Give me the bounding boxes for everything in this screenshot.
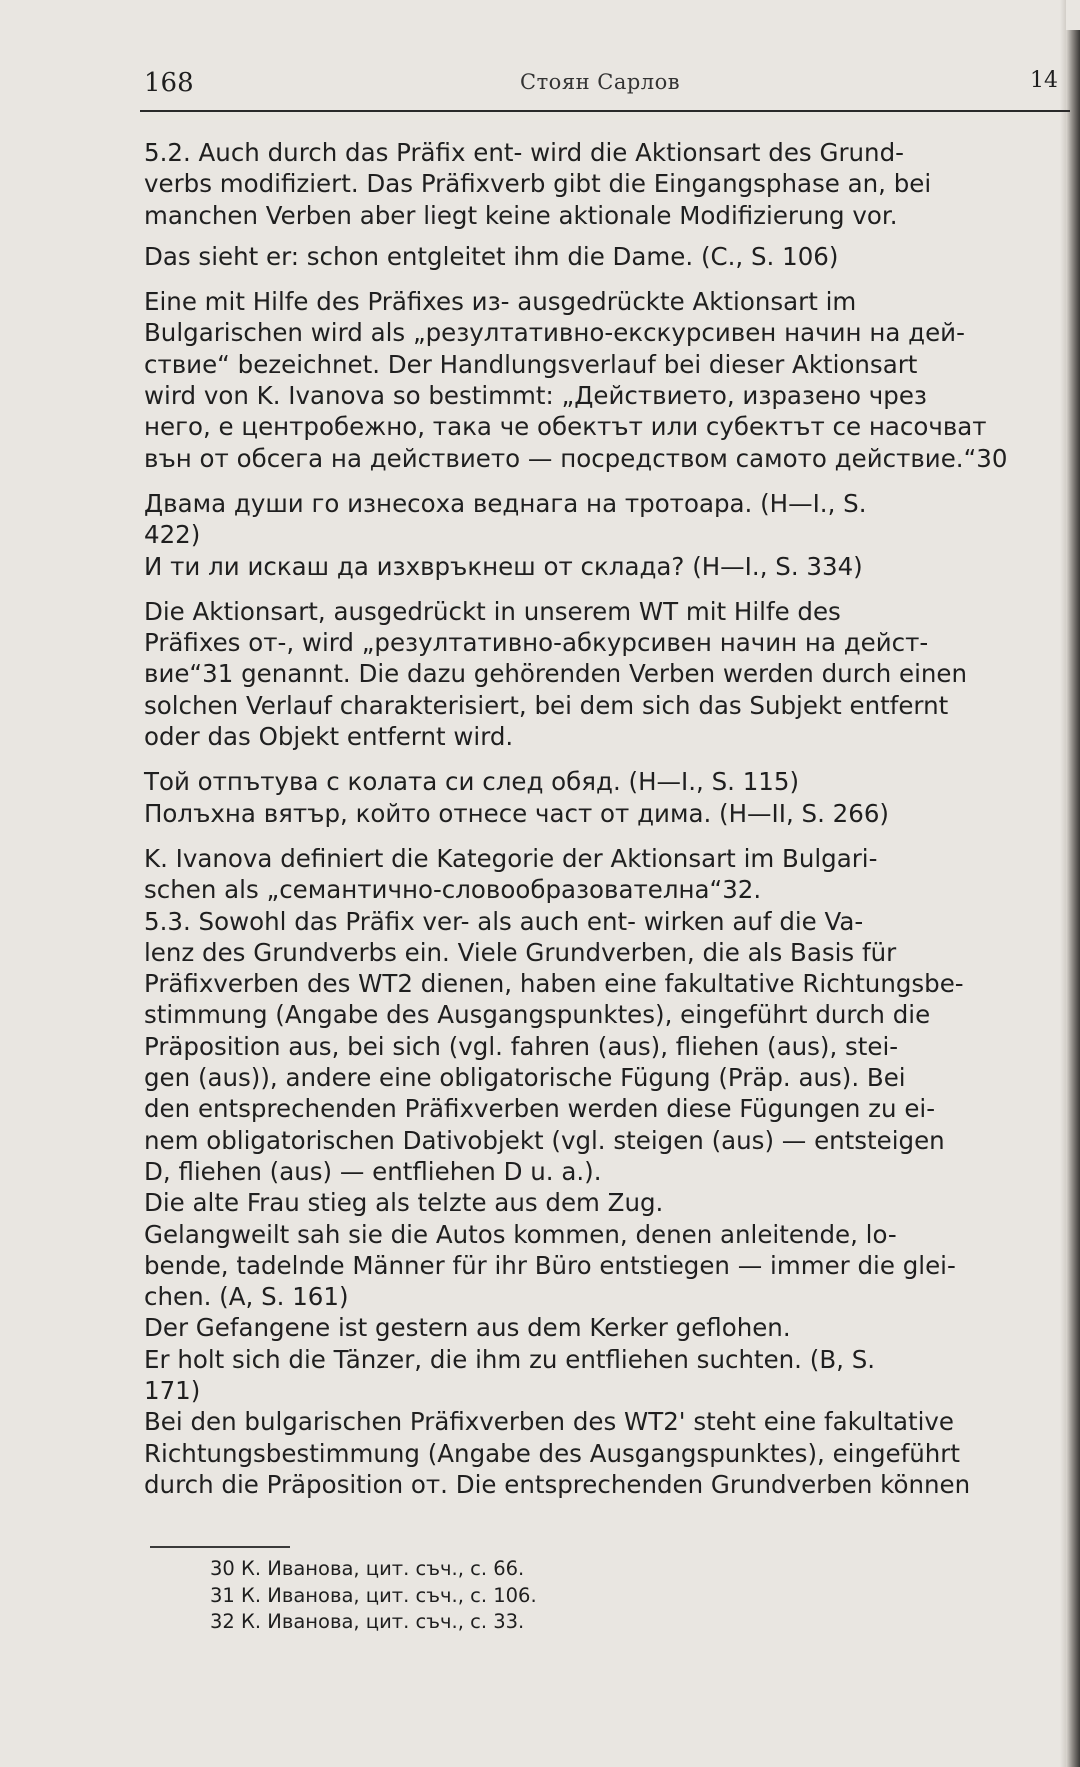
text-line: wird von K. Ivanova so bestimmt: „Действието, изразено чрез <box>144 381 927 411</box>
example-line: Das sieht er: schon entgleitet ihm die Dame. (C., S. 106) <box>144 241 839 271</box>
text-line: 5.3. Sowohl das Präfix ver- als auch ent- wirken auf die Va- <box>144 906 864 936</box>
footnote: 30 К. Иванова, цит. съч., с. 66. <box>210 1557 525 1580</box>
text-line: schen als „семантично-словообразователна“32. <box>144 875 762 905</box>
running-head: Стоян Сарлов <box>520 70 681 94</box>
spacer <box>144 272 1076 286</box>
text-line: den entsprechenden Präfixverben werden diese Fügungen zu ei- <box>144 1094 936 1124</box>
corner-number: 14 <box>1030 68 1058 93</box>
example-line: И ти ли искаш да изхвръкнеш от склада? (H—I., S. 334) <box>144 551 863 581</box>
text-line: Präposition aus, bei sich (vgl. fahren (aus), fliehen (aus), stei- <box>144 1031 899 1061</box>
text-line: Die Aktionsart, ausgedrückt in unserem WT mit Hilfe des <box>144 596 841 626</box>
text-line: вън от обсега на действието — посредством самото действие.“30 <box>144 443 1008 473</box>
text-line: K. Ivanova definiert die Kategorie der Aktionsart im Bulgari- <box>144 843 878 873</box>
spacer <box>144 752 1076 766</box>
text-line: solchen Verlauf charakterisiert, bei dem sich das Subjekt entfernt <box>144 690 949 720</box>
spacer <box>144 829 1076 843</box>
text-line: него, е центробежно, така че обектът или субектът се насочват <box>144 412 987 442</box>
text-line: D, fliehen (aus) — entfliehen D u. a.). <box>144 1156 602 1186</box>
example-line: 422) <box>144 520 201 550</box>
text-line: Präfixes от-, wird „резултативно-абкурсивен начин на дейст- <box>144 628 929 658</box>
spacer <box>144 582 1076 596</box>
text-line: Eine mit Hilfe des Präfixes из- ausgedrückte Aktionsart im <box>144 287 857 317</box>
text-line: durch die Präposition от. Die entsprechenden Grundverben können <box>144 1469 971 1499</box>
example-line: Gelangweilt sah sie die Autos kommen, denen anleitende, lo- <box>144 1219 897 1249</box>
example-line: chen. (A, S. 161) <box>144 1282 349 1312</box>
example-line: Die alte Frau stieg als telzte aus dem Zug. <box>144 1188 664 1218</box>
text-line: 5.2. Auch durch das Präfix ent- wird die Aktionsart des Grund- <box>144 138 904 167</box>
body-text <box>144 137 1076 1500</box>
footnote: 32 К. Иванова, цит. съч., с. 33. <box>210 1610 525 1633</box>
example-line: bende, tadelnde Männer für ihr Büro entstiegen — immer die glei- <box>144 1250 956 1280</box>
text-line: verbs modifiziert. Das Präfixverb gibt die Eingangsphase an, bei <box>144 169 932 199</box>
footnotes <box>210 1556 810 1636</box>
spacer <box>144 474 1076 488</box>
footnote-rule <box>150 1546 290 1548</box>
text-line: oder das Objekt entfernt wird. <box>144 722 514 752</box>
page-number: 168 <box>144 68 194 98</box>
header-rule <box>140 110 1070 112</box>
example-line: Er holt sich die Tänzer, die ihm zu entfliehen suchten. (B, S. <box>144 1344 876 1374</box>
text-line: Richtungsbestimmung (Angabe des Ausgangspunktes), eingeführt <box>144 1438 960 1468</box>
text-line: gen (aus)), andere eine obligatorische Fügung (Präp. aus). Bei <box>144 1063 906 1093</box>
example-line: Той отпътува с колата си след обяд. (H—I., S. 115) <box>144 767 800 797</box>
text-line: Bulgarischen wird als „резултативно-екскурсивен начин на дей- <box>144 318 965 348</box>
text-line: lenz des Grundverbs ein. Viele Grundverben, die als Basis für <box>144 937 897 967</box>
text-line: вие“31 genannt. Die dazu gehörenden Verben werden durch einen <box>144 659 968 689</box>
text-line: ствие“ bezeichnet. Der Handlungsverlauf bei dieser Aktionsart <box>144 349 918 379</box>
example-line: Полъхна вятър, който отнесе част от дима. (H—II, S. 266) <box>144 798 889 828</box>
text-line: Bei den bulgarischen Präfixverben des WT2' steht eine fakultative <box>144 1407 954 1437</box>
text-line: Präfixverben des WT2 dienen, haben eine fakultative Richtungsbe- <box>144 969 964 999</box>
text-line: nem obligatorischen Dativobjekt (vgl. steigen (aus) — entsteigen <box>144 1125 945 1155</box>
example-line: 171) <box>144 1375 201 1405</box>
page-header <box>140 66 1060 106</box>
text-line: stimmung (Angabe des Ausgangspunktes), eingeführt durch die <box>144 1000 931 1030</box>
footnote: 31 К. Иванова, цит. съч., с. 106. <box>210 1583 537 1607</box>
example-line: Der Gefangene ist gestern aus dem Kerker geflohen. <box>144 1313 791 1343</box>
example-line: Двама души го изнесоха веднага на тротоара. (H—I., S. <box>144 488 867 518</box>
spacer <box>144 231 1076 241</box>
text-line: manchen Verben aber liegt keine aktionale Modifizierung vor. <box>144 200 898 230</box>
